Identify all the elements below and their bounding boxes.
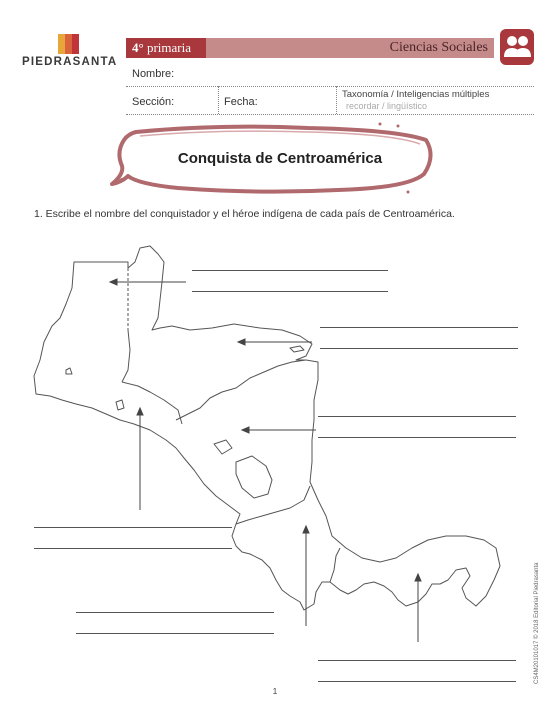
border-costarica-panama	[330, 548, 340, 582]
answer-line-honduras-2[interactable]	[320, 348, 518, 349]
answer-line-costarica-2[interactable]	[76, 633, 274, 634]
section-label: Sección:	[132, 96, 175, 108]
date-label: Fecha:	[224, 96, 258, 108]
name-label: Nombre:	[132, 68, 175, 80]
arrow-belize-head	[110, 279, 117, 285]
answer-line-nicaragua-2[interactable]	[318, 437, 516, 438]
border-guatemala-honduras	[122, 330, 130, 382]
arrow-nicaragua-head	[242, 427, 249, 433]
central-america-outline	[34, 246, 500, 610]
taxonomy-label: Taxonomía / Inteligencias múltiples	[342, 89, 490, 100]
answer-line-elsalvador-2[interactable]	[34, 548, 232, 549]
answer-line-nicaragua-1[interactable]	[318, 416, 516, 417]
lake-nicaragua	[236, 456, 272, 498]
answer-line-panama-2[interactable]	[318, 681, 516, 682]
instruction-text: 1. Escribe el nombre del conquistador y el héroe indígena de cada país de Centroamérica.	[34, 208, 455, 220]
answer-line-elsalvador-1[interactable]	[34, 527, 232, 528]
brand-logo-text: PIEDRASANTA	[22, 56, 118, 68]
grade-text: primaria	[146, 40, 191, 55]
island-bay	[290, 346, 304, 352]
answer-line-belize-2[interactable]	[192, 291, 388, 292]
border-honduras-nicaragua	[176, 360, 306, 420]
grade-number: 4°	[132, 40, 144, 55]
worksheet-title: Conquista de Centroamérica	[177, 150, 383, 167]
answer-line-honduras-1[interactable]	[320, 327, 518, 328]
island-small	[66, 368, 72, 374]
answer-line-panama-1[interactable]	[318, 660, 516, 661]
answer-line-costarica-1[interactable]	[76, 612, 274, 613]
arrow-panama-head	[415, 574, 421, 581]
side-credit-text: CS4M20101017 © 2018 Editorial Piedrasanta	[534, 562, 540, 684]
lake-ilopango	[116, 400, 124, 410]
lake-managua	[214, 440, 232, 454]
answer-line-belize-1[interactable]	[192, 270, 388, 271]
subject-title: Ciencias Sociales	[389, 40, 488, 55]
arrow-elsalvador-head	[137, 408, 143, 415]
border-elsalvador	[122, 382, 182, 424]
arrow-costarica-head	[303, 526, 309, 533]
arrow-honduras-head	[238, 339, 245, 345]
page-number: 1	[272, 686, 278, 696]
taxonomy-value: recordar / lingüístico	[346, 101, 428, 111]
